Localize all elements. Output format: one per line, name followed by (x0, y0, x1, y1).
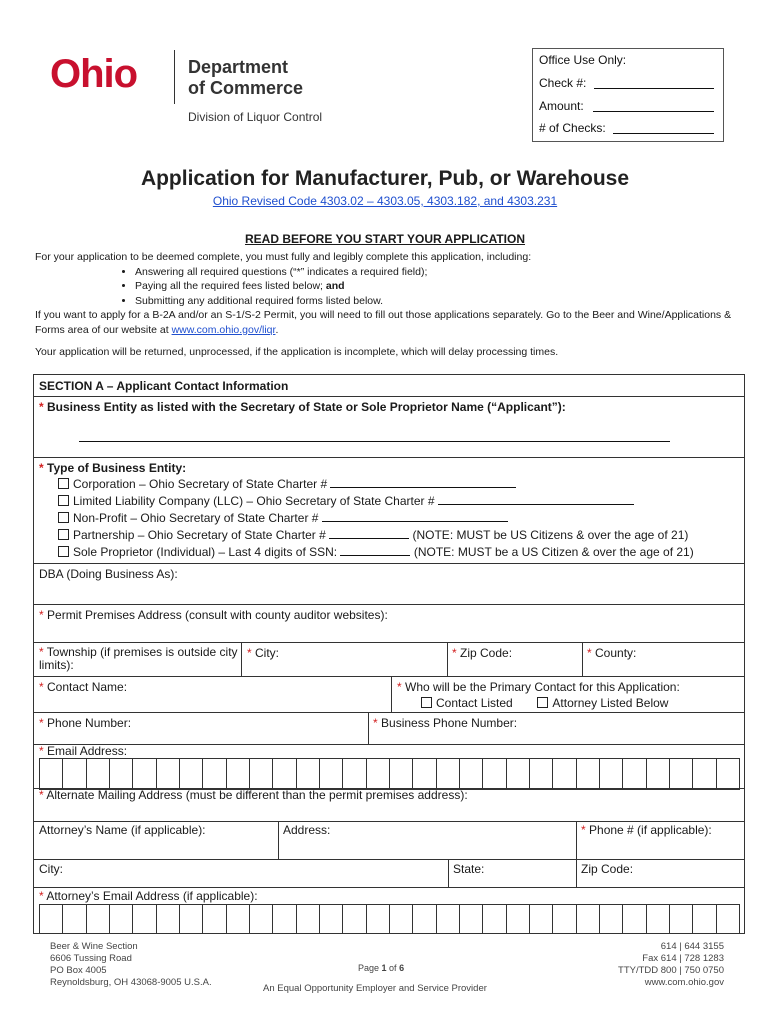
sole-proprietor-checkbox[interactable] (58, 546, 69, 557)
nonprofit-checkbox[interactable] (58, 512, 69, 523)
character-box[interactable] (39, 759, 63, 789)
character-box[interactable] (506, 759, 530, 789)
email-label: * Email Address: (39, 744, 128, 758)
mailing-address (50, 941, 212, 989)
amount-label: Amount: (539, 99, 584, 113)
entity-option-partnership[interactable]: Partnership – Ohio Secretary of State Charter # (NOTE: MUST be US Citizens & over the age of 21) (58, 528, 688, 542)
phone-number: 614 | 644 3155 (660, 941, 724, 952)
character-box[interactable] (576, 905, 600, 934)
character-box[interactable] (692, 905, 716, 934)
page-title: Application for Manufacturer, Pub, or Warehouse (140, 167, 630, 190)
division-name: Division of Liquor Control (188, 110, 323, 124)
partnership-note: (NOTE: MUST be US Citizens & over the age of 21) (412, 528, 689, 542)
department-name (188, 57, 303, 99)
contact-numbers (560, 941, 724, 989)
address-line: 6606 Tussing Road (50, 953, 132, 964)
character-box[interactable] (366, 759, 390, 789)
character-box[interactable] (412, 759, 436, 789)
divider (448, 859, 449, 887)
character-box[interactable] (599, 905, 623, 934)
alt-mailing-label: * Alternate Mailing Address (must be different than the permit premises address): (39, 788, 468, 802)
section-a-form (33, 374, 745, 934)
character-box[interactable] (132, 759, 156, 789)
sole-proprietor-note: (NOTE: MUST be a US Citizen & over the age of 21) (413, 545, 694, 559)
divider (34, 676, 744, 677)
divider (34, 887, 744, 888)
divider (391, 676, 392, 712)
check-number-field[interactable] (594, 87, 714, 89)
corporation-checkbox[interactable] (58, 478, 69, 489)
divider (368, 712, 369, 744)
character-box[interactable] (669, 759, 693, 789)
divider (241, 642, 242, 676)
character-box[interactable] (412, 905, 436, 934)
divider (576, 859, 577, 887)
character-box[interactable] (459, 905, 483, 934)
attorney-zip-label: Zip Code: (581, 862, 634, 876)
attorney-email-character-boxes[interactable] (39, 904, 740, 934)
character-box[interactable] (86, 905, 110, 934)
character-box[interactable] (576, 759, 600, 789)
address-line: Reynoldsburg, OH 43068-9005 U.S.A. (50, 977, 212, 988)
num-checks-field[interactable] (613, 132, 714, 134)
divider (278, 821, 279, 859)
character-box[interactable] (62, 759, 86, 789)
character-box[interactable] (249, 905, 273, 934)
divider (576, 821, 577, 859)
office-use-title: Office Use Only: (539, 53, 627, 67)
nonprofit-charter-field[interactable] (322, 511, 508, 522)
character-box[interactable] (296, 905, 320, 934)
attorney-email-label: * Attorney’s Email Address (if applicable): (39, 889, 258, 903)
instructions-text (35, 250, 735, 337)
character-box[interactable] (179, 905, 203, 934)
phone-label: * Phone Number: (39, 716, 132, 730)
address-line: PO Box 4005 (50, 965, 107, 976)
character-box[interactable] (669, 905, 693, 934)
character-box[interactable] (482, 759, 506, 789)
character-box[interactable] (622, 759, 646, 789)
dept-line-2: of Commerce (188, 78, 304, 98)
primary-contact-options (421, 696, 668, 710)
character-box[interactable] (202, 759, 226, 789)
divider (34, 712, 744, 713)
entity-option-nonprofit[interactable]: Non-Profit – Ohio Secretary of State Charter # (58, 511, 508, 525)
equal-opportunity-statement: An Equal Opportunity Employer and Service Provider (263, 983, 487, 994)
returned-warning: Your application will be returned, unprocessed, if the application is incomplete, which will delay processing times. (35, 346, 559, 358)
business-entity-label: * Business Entity as listed with the Secretary of State or Sole Proprietor Name (“Applicant”): (39, 400, 566, 414)
character-box[interactable] (482, 905, 506, 934)
character-box[interactable] (156, 905, 180, 934)
section-a-heading: SECTION A – Applicant Contact Information (39, 379, 289, 393)
character-box[interactable] (179, 759, 203, 789)
character-box[interactable] (529, 905, 553, 934)
instructions-line-2: If you want to apply for a B-2A and/or an S-1/S-2 Permit, you will need to fill out those applications separately. Go to the Beer and Wine/Applications & Forms area of our website at www.com.ohio.gov/liqr. (35, 309, 732, 336)
requirement-item: • Answering all required questions (“*” indicates a required field); (135, 265, 735, 280)
attorney-listed-option[interactable]: Attorney Listed Below (537, 696, 668, 710)
attorney-state-label: State: (453, 862, 485, 876)
character-box[interactable] (436, 905, 460, 934)
character-box[interactable] (86, 759, 110, 789)
tty-number: TTY/TDD 800 | 750 0750 (618, 965, 724, 976)
character-box[interactable] (389, 905, 413, 934)
ohio-logo: Ohio (50, 52, 138, 96)
entity-type-label: * Type of Business Entity: (39, 461, 187, 475)
contact-name-label: * Contact Name: (39, 680, 128, 694)
divider (582, 642, 583, 676)
office-use-box (532, 48, 724, 142)
character-box[interactable] (716, 759, 740, 789)
divider (34, 396, 744, 397)
business-phone-label: * Business Phone Number: (373, 716, 518, 730)
zip-label: * Zip Code: (452, 646, 513, 660)
character-box[interactable] (552, 759, 576, 789)
character-box[interactable] (226, 905, 250, 934)
requirements-list (35, 265, 735, 309)
permit-address-label: * Permit Premises Address (consult with county auditor websites): (39, 608, 388, 622)
character-box[interactable] (39, 905, 63, 934)
instructions-heading: READ BEFORE YOU START YOUR APPLICATION (244, 232, 526, 246)
character-box[interactable] (622, 905, 646, 934)
character-box[interactable] (436, 759, 460, 789)
llc-charter-field[interactable] (438, 494, 634, 505)
character-box[interactable] (202, 905, 226, 934)
character-box[interactable] (226, 759, 250, 789)
corporation-charter-field[interactable] (330, 477, 516, 488)
divider (34, 642, 744, 643)
character-box[interactable] (552, 905, 576, 934)
requirement-item: • Paying all the required fees listed below; and (135, 279, 735, 294)
dept-line-1: Department (188, 57, 289, 77)
character-box[interactable] (272, 905, 296, 934)
entity-option-llc[interactable]: Limited Liability Company (LLC) – Ohio Secretary of State Charter # (58, 494, 634, 508)
character-box[interactable] (319, 759, 343, 789)
partnership-checkbox[interactable] (58, 529, 69, 540)
divider (34, 744, 744, 745)
character-box[interactable] (62, 905, 86, 934)
character-box[interactable] (646, 759, 670, 789)
contact-listed-option[interactable]: Contact Listed (421, 696, 513, 710)
email-character-boxes[interactable] (39, 758, 740, 790)
entity-option-sole-proprietor[interactable]: Sole Proprietor (Individual) – Last 4 digits of SSN: (NOTE: MUST be a US Citizen & over the age of 21) (58, 545, 694, 559)
liquor-website-link[interactable]: www.com.ohio.gov/liqr (171, 323, 276, 336)
revised-code-link[interactable]: Ohio Revised Code 4303.02 – 4303.05, 4303.182, and 4303.231 (212, 194, 558, 208)
num-checks-label: # of Checks: (539, 121, 606, 135)
character-box[interactable] (529, 759, 553, 789)
amount-field[interactable] (593, 110, 714, 112)
attorney-listed-checkbox[interactable] (537, 697, 548, 708)
character-box[interactable] (272, 759, 296, 789)
character-box[interactable] (342, 905, 366, 934)
character-box[interactable] (249, 759, 273, 789)
character-box[interactable] (109, 905, 133, 934)
partnership-charter-field[interactable] (329, 528, 409, 539)
instructions-line-1: For your application to be deemed complete, you must fully and legibly complete this application, including: (35, 251, 532, 263)
primary-contact-label: * Who will be the Primary Contact for this Application: (397, 680, 680, 694)
city-label: * City: (247, 646, 280, 660)
address-line: Beer & Wine Section (50, 941, 138, 952)
llc-checkbox[interactable] (58, 495, 69, 506)
logo-divider (174, 50, 175, 104)
character-box[interactable] (459, 759, 483, 789)
divider (447, 642, 448, 676)
divider (34, 457, 744, 458)
website-link[interactable]: www.com.ohio.gov (644, 977, 724, 988)
attorney-name-label: Attorney’s Name (if applicable): (39, 823, 206, 837)
business-entity-field[interactable] (79, 441, 670, 442)
attorney-phone-label: * Phone # (if applicable): (581, 823, 712, 837)
character-box[interactable] (716, 905, 740, 934)
dba-label: DBA (Doing Business As): (39, 567, 178, 581)
contact-listed-checkbox[interactable] (421, 697, 432, 708)
character-box[interactable] (132, 905, 156, 934)
character-box[interactable] (646, 905, 670, 934)
character-box[interactable] (296, 759, 320, 789)
divider (34, 821, 744, 822)
character-box[interactable] (366, 905, 390, 934)
check-number-label: Check #: (539, 76, 587, 90)
county-label: * County: (587, 646, 637, 660)
character-box[interactable] (342, 759, 366, 789)
divider (34, 859, 744, 860)
character-box[interactable] (692, 759, 716, 789)
character-box[interactable] (506, 905, 530, 934)
character-box[interactable] (319, 905, 343, 934)
character-box[interactable] (109, 759, 133, 789)
requirement-item: • Submitting any additional required forms listed below. (135, 294, 735, 309)
attorney-city-label: City: (39, 862, 63, 876)
character-box[interactable] (599, 759, 623, 789)
character-box[interactable] (156, 759, 180, 789)
fax-number: Fax 614 | 728 1283 (642, 953, 724, 964)
divider (34, 604, 744, 605)
divider (34, 563, 744, 564)
entity-option-corporation[interactable]: Corporation – Ohio Secretary of State Charter # (58, 477, 516, 491)
attorney-address-label: Address: (283, 823, 331, 837)
character-box[interactable] (389, 759, 413, 789)
ssn-field[interactable] (340, 545, 410, 556)
page-number: Page 1 of 6 (358, 963, 405, 973)
township-label: * Township (if premises is outside city limits): (39, 645, 238, 672)
